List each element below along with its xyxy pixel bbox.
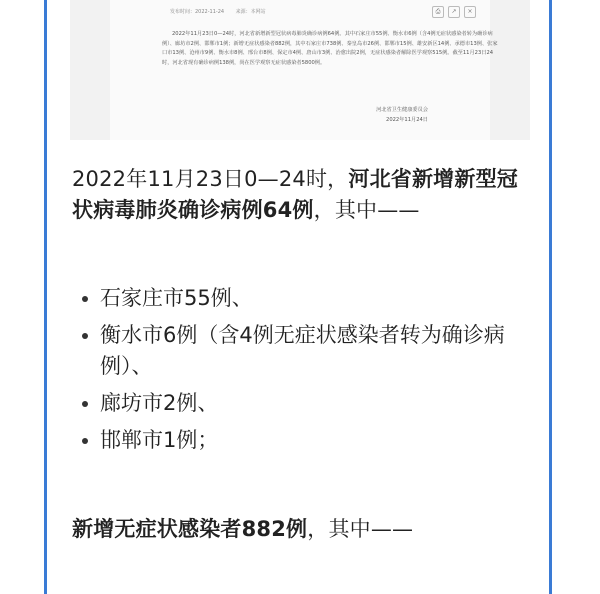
list-item: 邯郸市1例； xyxy=(72,425,532,456)
list-item: 廊坊市2例、 xyxy=(72,388,532,419)
city-list xyxy=(72,283,532,462)
share-icon[interactable]: ↗ xyxy=(448,6,460,18)
summary-headline: 河北省新增新型冠状病毒肺炎确诊病例64例 xyxy=(72,167,518,222)
summary-paragraph xyxy=(72,164,532,226)
asymptomatic-headline: 新增无症状感染者882例 xyxy=(72,517,308,541)
publish-time: 发布时间：2022-11-24 xyxy=(170,9,225,15)
article-screenshot-inner xyxy=(110,0,498,140)
source: 来源：本网站 xyxy=(235,9,266,15)
article-screenshot xyxy=(70,0,530,140)
summary-date: 2022年11月23日0—24时， xyxy=(72,167,349,191)
asymptomatic-paragraph xyxy=(72,514,532,545)
summary-tail: ，其中—— xyxy=(313,198,420,222)
list-item: 衡水市6例（含4例无症状感染者转为确诊病例）、 xyxy=(72,320,532,382)
close-icon[interactable]: × xyxy=(464,6,476,18)
article-footer xyxy=(376,106,428,125)
article-date: 2022年11月24日 xyxy=(386,116,428,123)
article-body: 2022年11月23日0—24时，河北省新增新型冠状病毒肺炎确诊病例64例。其中石家庄市55例、衡水市6例（含4例无症状感染者转为确诊病例）、廊坊市2例、邯郸市1例；新增无症状感染者882例，其中石家庄市738例、秦皇岛市26例、邯郸市15例、雄安新区14例、承德市13例、张家口市13例、沧州市9例、衡水市8例、邢台市8例、保定市4例、唐山市3例、治愈出院2例，无症状感染者解除医学观察515例。截至11月23日24时，河北省现有确诊病例138例，尚在医学观察无症状感染者5800例。 xyxy=(162,31,498,66)
asymptomatic-tail: ，其中—— xyxy=(307,517,414,541)
article-org: 河北省卫生健康委员会 xyxy=(376,107,428,113)
share-icons xyxy=(432,6,476,18)
list-item: 石家庄市55例、 xyxy=(72,283,532,314)
print-icon[interactable]: ⎙ xyxy=(432,6,444,18)
article-meta xyxy=(170,8,470,18)
